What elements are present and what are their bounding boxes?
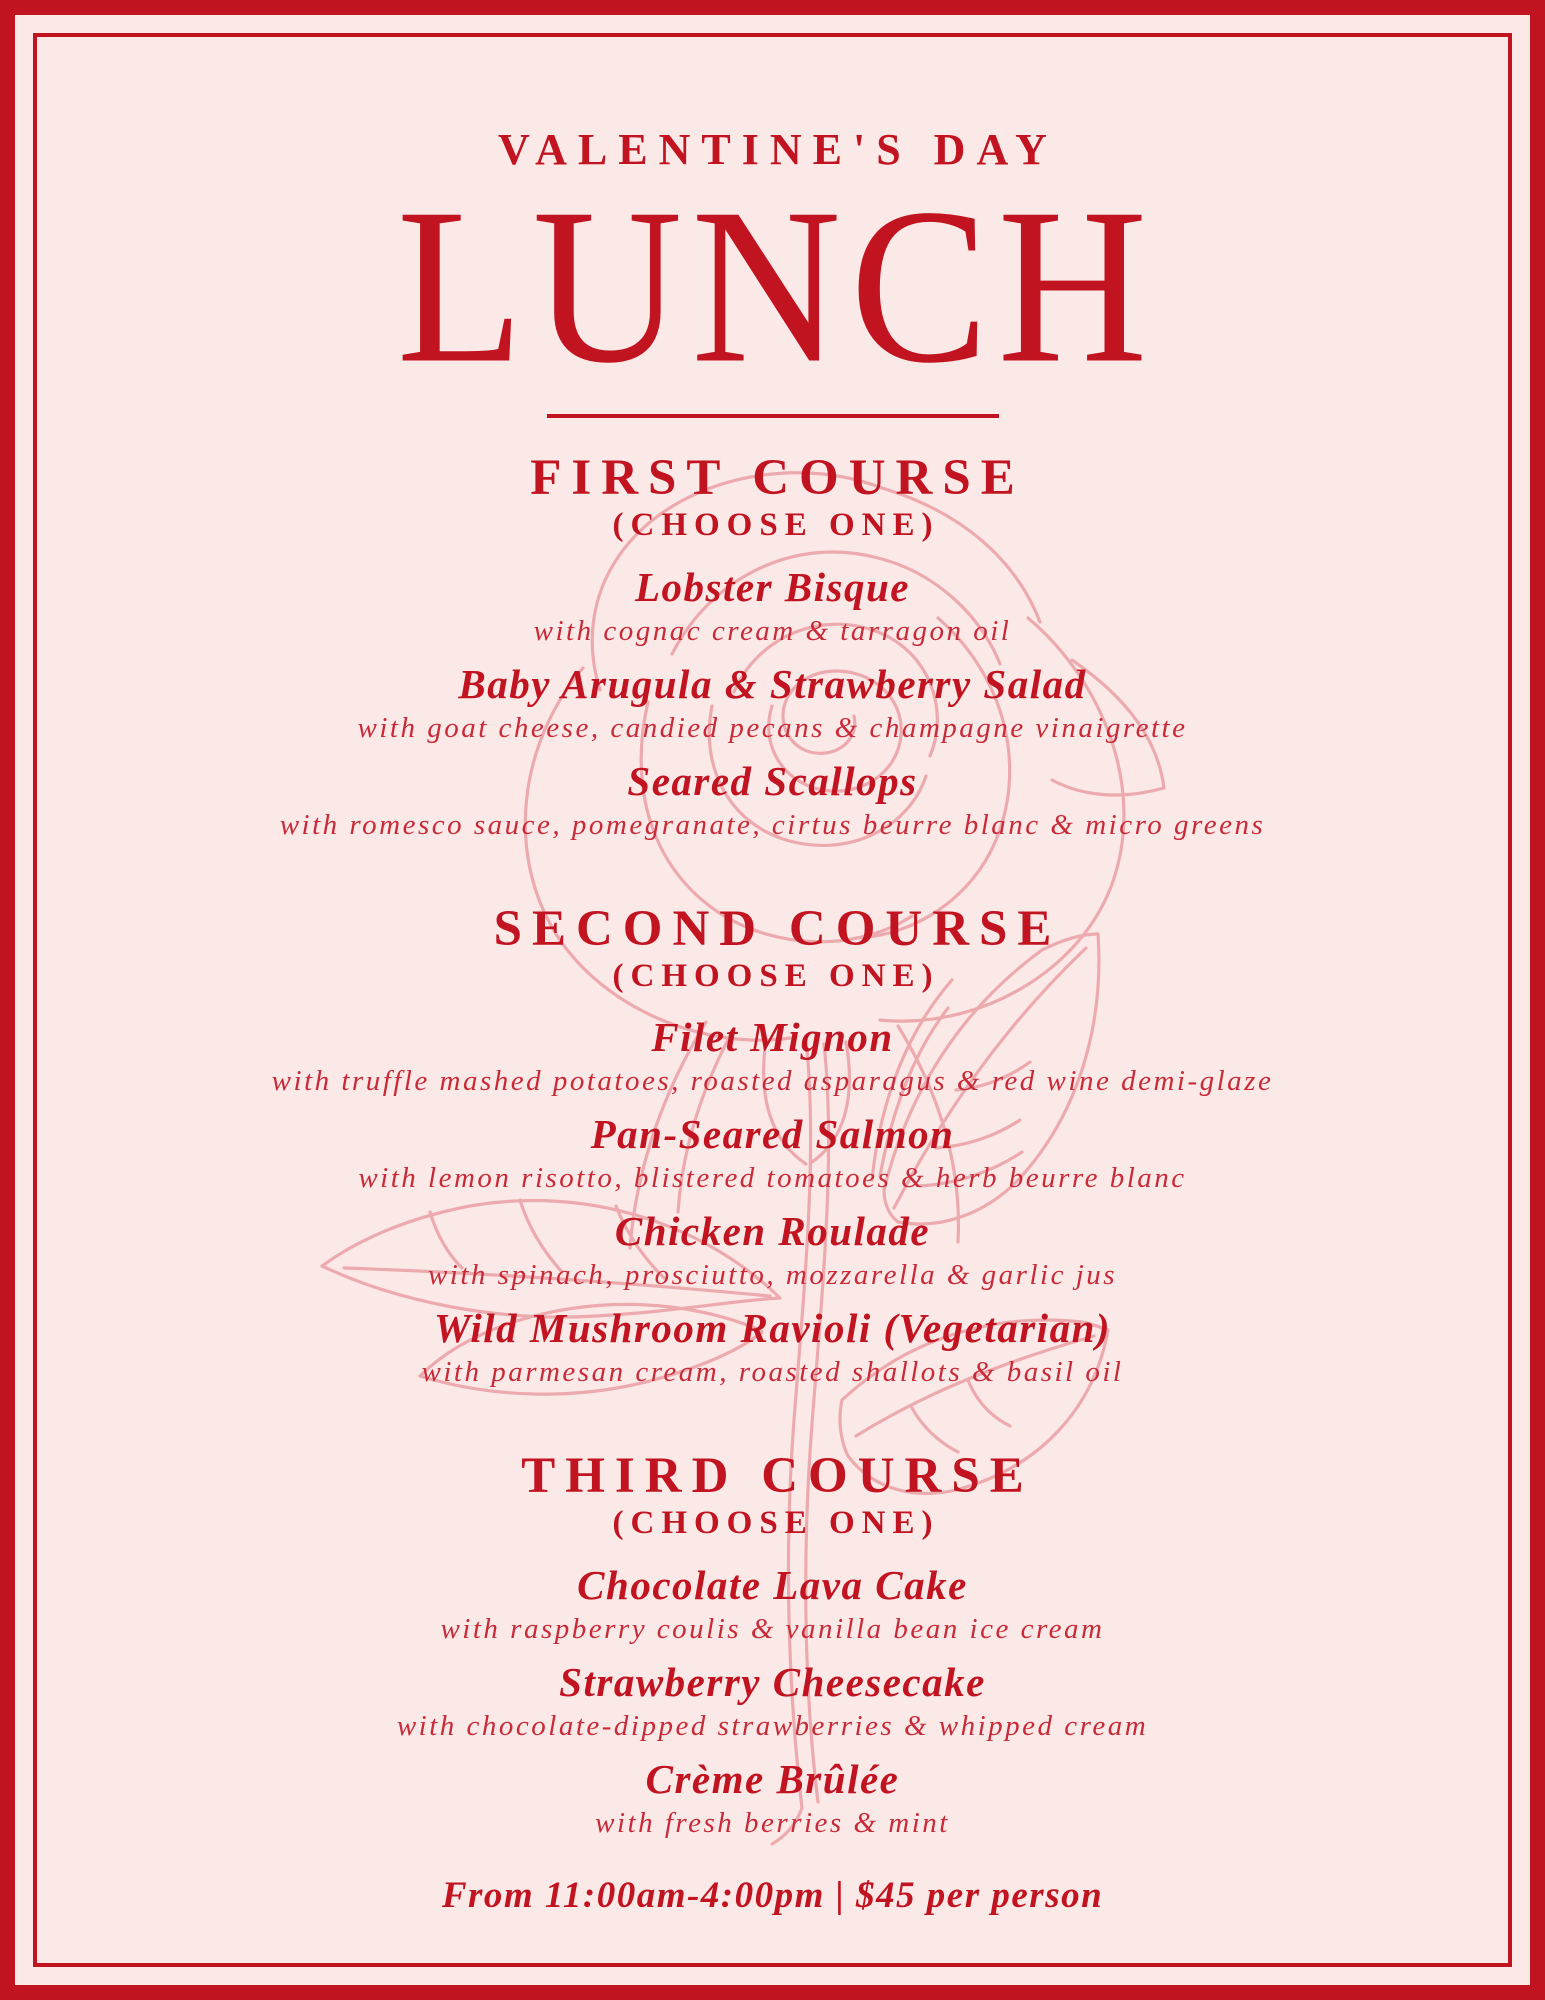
item-description: with lemon risotto, blistered tomatoes & herb beurre blanc (358, 1162, 1187, 1195)
item-description: with cognac cream & tarragon oil (533, 614, 1012, 647)
menu-item (595, 1754, 950, 1843)
item-description: with spinach, prosciutto, mozzarella & garlic jus (427, 1259, 1118, 1292)
menu-item (397, 1657, 1148, 1746)
item-name: Seared Scallops (627, 757, 918, 804)
course-items (272, 1012, 1274, 1392)
item-name: Lobster Bisque (634, 563, 910, 610)
item-description: with goat cheese, candied pecans & champagne vinaigrette (357, 711, 1188, 744)
title-divider (547, 414, 999, 418)
item-description: with romesco sauce, pomegranate, cirtus beurre blanc & micro greens (279, 808, 1266, 841)
item-description: with fresh berries & mint (595, 1806, 950, 1839)
course-subtitle: (CHOOSE ONE) (612, 957, 940, 994)
course-subtitle: (CHOOSE ONE) (612, 1505, 940, 1542)
item-name: Chicken Roulade (614, 1208, 931, 1255)
item-name: Strawberry Cheesecake (559, 1658, 986, 1705)
item-description: with chocolate-dipped strawberries & whipped cream (396, 1709, 1149, 1742)
menu-item (440, 1560, 1104, 1649)
item-description: with truffle mashed potatoes, roasted asparagus & red wine demi-glaze (271, 1065, 1274, 1098)
item-name: Filet Mignon (651, 1014, 894, 1061)
course-title: SECOND COURSE (493, 900, 1062, 957)
course-title: THIRD COURSE (521, 1447, 1034, 1504)
course-section-first (280, 450, 1266, 845)
course-title: FIRST COURSE (530, 450, 1025, 506)
menu-item (358, 1109, 1186, 1198)
item-name: Baby Arugula & Strawberry Salad (458, 660, 1087, 707)
course-subtitle: (CHOOSE ONE) (612, 507, 940, 544)
menu-item (428, 1206, 1117, 1295)
menu-item (272, 1012, 1274, 1101)
item-name: Wild Mushroom Ravioli (Vegetarian) (433, 1305, 1112, 1351)
menu-eyebrow: VALENTINE'S DAY (498, 125, 1058, 174)
course-items (397, 1560, 1148, 1843)
item-name: Chocolate Lava Cake (577, 1561, 968, 1608)
item-name: Pan-Seared Salmon (590, 1111, 955, 1158)
item-name: Crème Brûlée (645, 1755, 900, 1802)
course-items (280, 562, 1266, 845)
course-section-third (397, 1448, 1148, 1843)
menu-item (534, 562, 1012, 651)
menu-item (358, 659, 1188, 748)
item-description: with parmesan cream, roasted shallots & basil oil (421, 1356, 1124, 1389)
menu-item (422, 1303, 1124, 1392)
item-description: with raspberry coulis & vanilla bean ice cream (440, 1612, 1105, 1645)
menu-item (280, 756, 1266, 845)
page-title: LUNCH (397, 162, 1157, 409)
course-section-second (272, 901, 1274, 1392)
hours-and-price: From 11:00am-4:00pm | $45 per person (441, 1875, 1104, 1917)
